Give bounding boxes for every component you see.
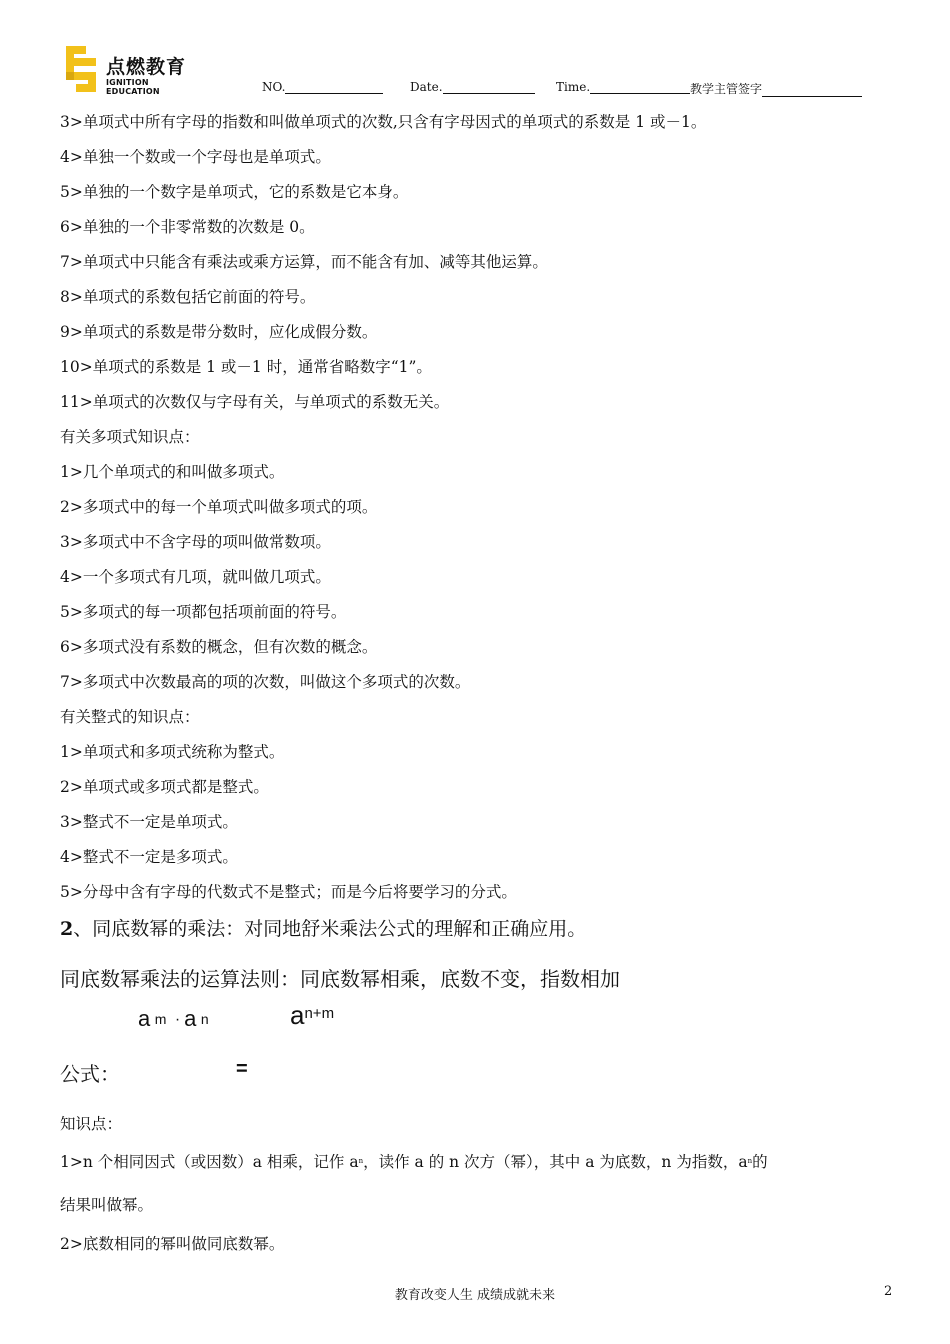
formula-right bbox=[290, 1000, 334, 1031]
formula-result-exp: n+m bbox=[304, 1005, 335, 1022]
formula-left bbox=[138, 1006, 209, 1032]
logo-flame-icon bbox=[62, 44, 102, 94]
polynomial-point: 7>多项式中次数最高的项的次数，叫做这个多项式的次数。 bbox=[60, 673, 471, 691]
footer-slogan: 教育改变人生 成绩成就未来 bbox=[394, 1288, 556, 1303]
date-label: Date. bbox=[410, 80, 443, 94]
knowledge-point: 2>底数相同的幂叫做同底数幂。 bbox=[60, 1235, 285, 1253]
time-field bbox=[556, 80, 690, 94]
superscript-n: n bbox=[747, 1157, 753, 1165]
knowledge-point-text: 的 bbox=[752, 1153, 768, 1171]
header-fields bbox=[262, 80, 878, 98]
knowledge-point-cont: 结果叫做幂。 bbox=[60, 1196, 154, 1214]
monomial-point: 3>单项式中所有字母的指数和叫做单项式的次数,只含有字母因式的单项式的系数是 1 或－1。 bbox=[60, 113, 707, 131]
knowledge-title: 知识点： bbox=[60, 1115, 123, 1133]
sign-label: 教学主管签字 bbox=[690, 82, 763, 96]
equals-sign: = bbox=[236, 1058, 248, 1080]
formula-base-a: a bbox=[138, 1006, 151, 1031]
monomial-point: 11>单项式的次数仅与字母有关，与单项式的系数无关。 bbox=[60, 393, 450, 411]
logo bbox=[62, 44, 194, 94]
integral-point: 1>单项式和多项式统称为整式。 bbox=[60, 743, 285, 761]
formula-label: 公式： bbox=[60, 1062, 120, 1086]
integral-point: 4>整式不一定是多项式。 bbox=[60, 848, 238, 866]
integral-point: 3>整式不一定是单项式。 bbox=[60, 813, 238, 831]
section2-number: 2 bbox=[60, 918, 74, 940]
monomial-point: 9>单项式的系数是带分数时，应化成假分数。 bbox=[60, 323, 378, 341]
knowledge-point-text: ，读作 a 的 n 次方（幂），其中 a 为底数，n 为指数，a bbox=[363, 1153, 748, 1171]
page-number: 2 bbox=[884, 1284, 893, 1299]
polynomial-point: 4>一个多项式有几项，就叫做几项式。 bbox=[60, 568, 331, 586]
formula-result-base: a bbox=[290, 1000, 305, 1030]
polynomial-point: 2>多项式中的每一个单项式叫做多项式的项。 bbox=[60, 498, 378, 516]
no-field bbox=[262, 80, 383, 94]
polynomial-point: 1>几个单项式的和叫做多项式。 bbox=[60, 463, 285, 481]
polynomial-point: 3>多项式中不含字母的项叫做常数项。 bbox=[60, 533, 331, 551]
monomial-point: 5>单独的一个数字是单项式，它的系数是它本身。 bbox=[60, 183, 409, 201]
integral-point: 2>单项式或多项式都是整式。 bbox=[60, 778, 269, 796]
monomial-point: 10>单项式的系数是 1 或－1 时，通常省略数字“1”。 bbox=[60, 358, 432, 376]
section2-heading-text: 、同底数幂的乘法：对同地舒米乘法公式的理解和正确应用。 bbox=[73, 918, 587, 940]
knowledge-point-text: 1>n 个相同因式（或因数）a 相乘，记作 a bbox=[60, 1153, 359, 1171]
knowledge-point bbox=[60, 1150, 768, 1172]
section2-heading bbox=[60, 914, 586, 941]
formula-dot: · bbox=[174, 1011, 181, 1028]
monomial-point: 4>单独一个数或一个字母也是单项式。 bbox=[60, 148, 331, 166]
formula-base-a: a bbox=[184, 1006, 197, 1031]
no-label: NO. bbox=[262, 80, 286, 94]
date-field bbox=[410, 80, 535, 94]
integral-point: 5>分母中含有字母的代数式不是整式；而是今后将要学习的分式。 bbox=[60, 883, 517, 901]
monomial-point: 6>单独的一个非零常数的次数是 0。 bbox=[60, 218, 315, 236]
formula-exp-n: n bbox=[200, 1011, 209, 1027]
formula-exp-m: m bbox=[154, 1011, 167, 1027]
logo-subtext: IGNITION EDUCATION bbox=[106, 78, 160, 96]
polynomial-point: 6>多项式没有系数的概念，但有次数的概念。 bbox=[60, 638, 378, 656]
power-rule: 同底数幂乘法的运算法则：同底数幂相乘，底数不变，指数相加 bbox=[60, 967, 620, 991]
monomial-point: 7>单项式中只能含有乘法或乘方运算，而不能含有加、减等其他运算。 bbox=[60, 253, 548, 271]
superscript-n: n bbox=[358, 1157, 364, 1165]
logo-text: 点燃教育 bbox=[106, 56, 187, 78]
polynomial-title: 有关多项式知识点： bbox=[60, 428, 200, 446]
integral-title: 有关整式的知识点： bbox=[60, 708, 200, 726]
sign-field bbox=[690, 80, 862, 97]
monomial-point: 8>单项式的系数包括它前面的符号。 bbox=[60, 288, 316, 306]
polynomial-point: 5>多项式的每一项都包括项前面的符号。 bbox=[60, 603, 347, 621]
time-label: Time. bbox=[556, 80, 591, 94]
